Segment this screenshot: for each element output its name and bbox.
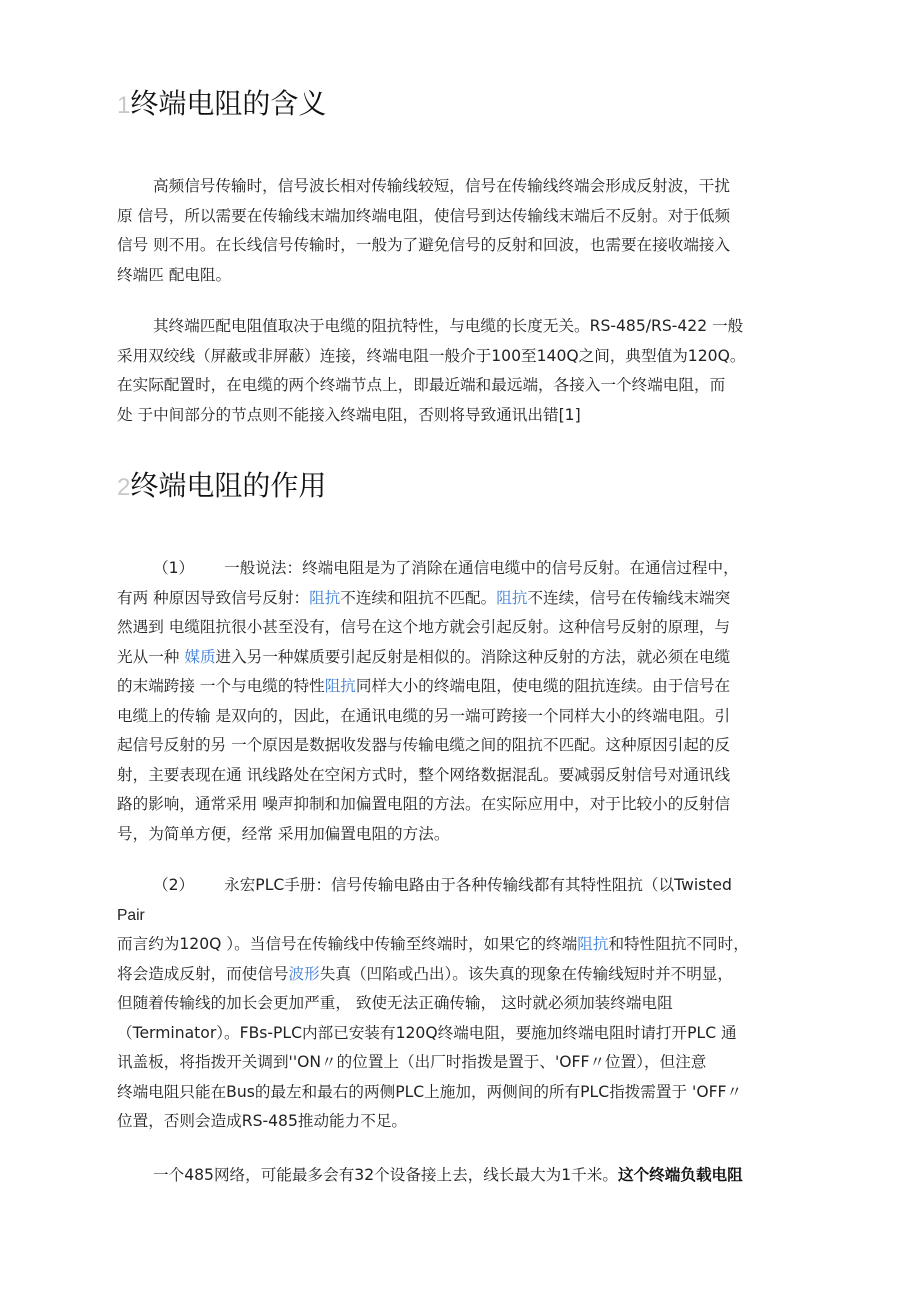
section-2-title: 终端电阻的作用 xyxy=(130,469,327,502)
text-line: （1） 一般说法：终端电阻是为了消除在通信电缆中的信号反射。在通信过程中， xyxy=(153,559,739,577)
text-line: 路的影响，通常采用 噪声抑制和加偏置电阻的方法。在实际应用中，对于比较小的反射信 xyxy=(117,795,731,813)
link-impedance[interactable]: 阻抗 xyxy=(324,677,356,695)
text-line: 其终端匹配电阻值取决于电缆的阻抗特性，与电缆的长度无关。RS-485/RS-422 一般 xyxy=(153,317,744,335)
section-1-heading xyxy=(117,86,326,124)
item-1-label: （1） xyxy=(153,559,195,577)
link-waveform[interactable]: 波形 xyxy=(288,964,320,983)
text-line: 处 于中间部分的节点则不能接入终端电阻，否则将导致通讯出错[1] xyxy=(117,405,581,424)
section-1-paragraph-2 xyxy=(117,312,807,430)
text-line: 原 信号，所以需要在传输线末端加终端电阻，使信号到达传输线末端后不反射。对于低频 xyxy=(117,206,731,225)
text-line: 讯盖板，将指拨开关调到''ON〃的位置上（出厂时指拨是置于、'OFF〃位置），但注意 xyxy=(117,1053,707,1071)
text-line: 在实际配置时，在电缆的两个终端节点上，即最近端和最远端，各接入一个终端电阻，而 xyxy=(117,376,726,394)
text-line: 一个485网络，可能最多会有32个设备接上去，线长最大为1千米。这个终端负载电阻 xyxy=(153,1166,743,1184)
text-line: 而言约为120Q ）。当信号在传输线中传输至终端时，如果它的终端阻抗和特性阻抗不同时， xyxy=(117,935,749,953)
section-1-paragraph-1 xyxy=(117,172,807,290)
bold-text: 这个终端负载电阻 xyxy=(617,1166,743,1184)
text-line: 光从一种 媒质进入另一种媒质要引起反射是相似的。消除这种反射的方法，就必须在电缆 xyxy=(117,647,731,666)
link-impedance[interactable]: 阻抗 xyxy=(496,588,528,607)
text-line: 终端匹 配电阻。 xyxy=(117,265,232,284)
text-line: 然遇到 电缆阻抗很小甚至没有，信号在这个地方就会引起反射。这种信号反射的原理，与 xyxy=(117,618,731,636)
section-2-item-1 xyxy=(117,554,807,849)
text-line: 信号 则不用。在长线信号传输时，一般为了避免信号的反射和回波，也需要在接收端接入 xyxy=(117,236,731,254)
section-1-number: 1 xyxy=(117,92,131,119)
text-line: 采用双绞线（屏蔽或非屏蔽）连接，终端电阻一般介于100至140Q之间，典型值为120Q。 xyxy=(117,346,746,365)
text-line: 位置，否则会造成RS-485推动能力不足。 xyxy=(117,1112,408,1130)
text-line: （Terminator）。FBs-PLC内部已安装有120Q终端电阻，要施加终端电阻时请打开PLC 通 xyxy=(117,1023,737,1042)
item-2-label: （2） xyxy=(153,876,195,894)
text-line: （2） 永宏PLC手册：信号传输电路由于各种传输线都有其特性阻抗（以Twisted xyxy=(153,876,732,894)
section-1-title: 终端电阻的含义 xyxy=(130,87,327,120)
text-line: 但随着传输线的加长会更加严重， 致使无法正确传输， 这时就必须加装终端电阻 xyxy=(117,994,673,1012)
link-medium[interactable]: 媒质 xyxy=(184,647,216,666)
link-impedance[interactable]: 阻抗 xyxy=(309,588,341,607)
section-2-paragraph-3 xyxy=(117,1161,807,1191)
section-2-heading xyxy=(117,468,326,506)
text-line: 高频信号传输时，信号波长相对传输线较短，信号在传输线终端会形成反射波，干扰 xyxy=(153,177,730,195)
text-line: 起信号反射的另 一个原因是数据收发器与传输电缆之间的阻抗不匹配。这种原因引起的反 xyxy=(117,736,731,754)
link-impedance[interactable]: 阻抗 xyxy=(577,935,609,953)
text-line: 号，为简单方便，经常 采用加偏置电阻的方法。 xyxy=(117,824,450,843)
text-line: 的末端跨接 一个与电缆的特性阻抗同样大小的终端电阻，使电缆的阻抗连续。由于信号在 xyxy=(117,677,731,695)
text-line: 电缆上的传输 是双向的，因此，在通讯电缆的另一端可跨接一个同样大小的终端电阻。引 xyxy=(117,706,731,725)
section-2-number: 2 xyxy=(117,474,131,501)
text-line: Pair xyxy=(117,906,145,924)
text-line: 有两 种原因导致信号反射：阻抗不连续和阻抗不匹配。阻抗不连续，信号在传输线末端突 xyxy=(117,588,731,607)
text-line: 射，主要表现在通 讯线路处在空闲方式时，整个网络数据混乱。要减弱反射信号对通讯线 xyxy=(117,765,731,784)
text-line: 终端电阻只能在Bus的最左和最右的两侧PLC上施加，两侧间的所有PLC指拨需置于 'OFF〃 xyxy=(117,1082,743,1101)
text-line: 将会造成反射，而使信号波形失真（凹陷或凸出）。该失真的现象在传输线短时并不明显， xyxy=(117,964,733,983)
section-2-item-2 xyxy=(117,871,807,1137)
